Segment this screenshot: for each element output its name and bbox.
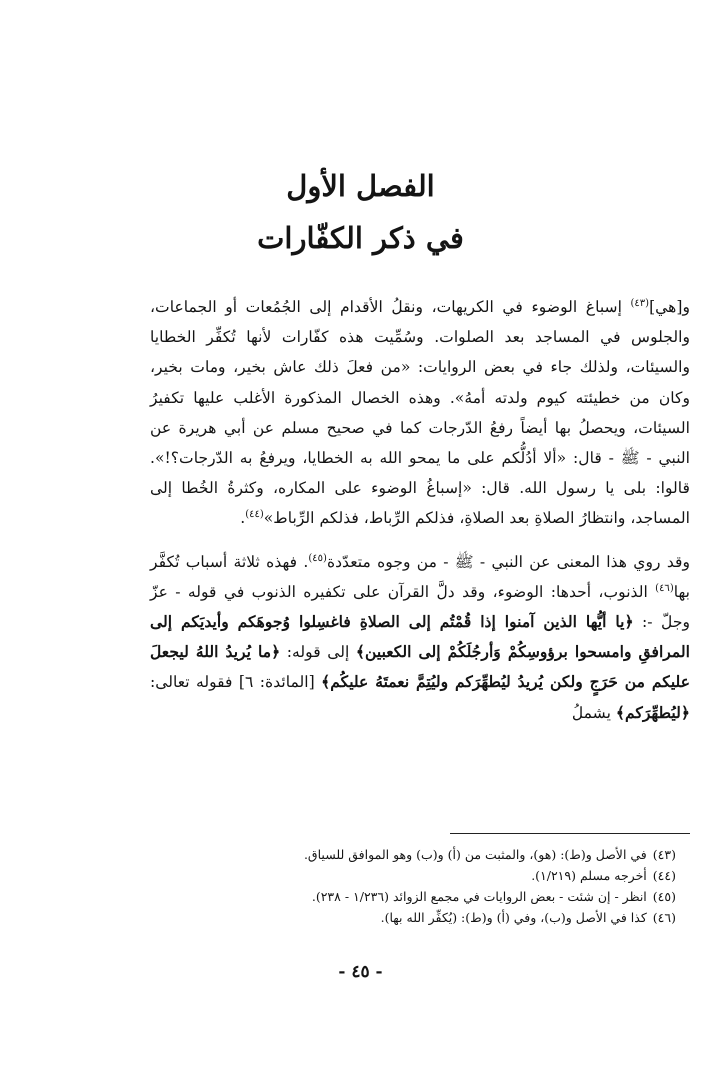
text-run: . [240, 509, 246, 528]
footnote-ref[interactable]: (٤٥) [308, 552, 327, 564]
footnote-number: (٤٦) [652, 910, 676, 925]
paragraph [150, 292, 690, 534]
chapter-heading [0, 160, 721, 264]
footnote-number: (٤٣) [652, 847, 676, 862]
footnotes-list [150, 844, 676, 928]
footnote-divider [450, 833, 690, 834]
chapter-subtitle: في ذكر الكفّارات [257, 221, 464, 255]
text-run: إلى قوله: [280, 643, 356, 662]
main-text [150, 292, 690, 728]
quran-verse: ﴿ما يُريدُ اللهُ ليجعلَ عليكم من حَرَجٍ ولكن يُريدُ ليُطهِّرَكم وليُتِمَّ نعمتَهُ عليكُم﴾ [150, 642, 691, 692]
text-run: وقد روي هذا المعنى عن النبي - ﷺ - من وجوه متعدّدة [326, 552, 690, 571]
footnote-text: كذا في الأصل و(ب)، وفي (أ) و(ط): (يُكفِّر الله بها). [380, 910, 647, 925]
text-run: يشملُ [571, 703, 616, 722]
text-run: . فهذه ثلاثة أسباب تُكفَّر بها [150, 552, 690, 601]
footnote [150, 865, 676, 886]
footnote-ref[interactable]: (٤٣) [630, 297, 650, 309]
footnote-text: انظر - إن شئت - بعض الروايات في مجمع الزوائد (١/٢٣٦ - ٢٣٨). [311, 889, 647, 904]
footnote [150, 886, 676, 907]
chapter-title: الفصل الأول [286, 169, 435, 203]
text-run: الذنوب، أحدها: الوضوء، وقد دلَّ القرآن على تكفيره الذنوب في قوله - عزّ وجلّ -: [150, 582, 690, 632]
quran-verse: ﴿ليُطهِّرَكم﴾ [615, 702, 690, 722]
text-run: و[هي] [649, 298, 690, 316]
text-run: [المائدة: ٦] فقوله تعالى: [150, 673, 322, 692]
text-run: إسباغ الوضوء في الكريهات، ونقلُ الأقدام إلى الجُمُعات أو الجماعات، والجلوس في المساجد بعد الصلوات. وسُمِّيت هذه كفّارات لأنها تُكفِّر الخطايا والسيئات، ولذلك جاء في بعض الروايات: «من فعلَ ذلك عاش بخير، ومات بخير، وكان من خطيئته كيوم ولدته أمهُ». وهذه الخصال المذكورة الأغلب عليها تكفيرُ السيئات، ويحصلُ بها أيضاً رفعُ الدّرجات كما في صحيح مسلم عن أبي هريرة عن النبي - ﷺ - قال: «ألا أدُلُّكم على ما يمحو الله به الخطايا، ويرفعُ به الدّرجات؟!». قالوا: بلى يا رسول الله. قال: «إسباغُ الوضوء على المكاره، وكثرةُ الخُطا إلى المساجد، وانتظارُ الصلاةِ بعد الصلاةِ، فذلكم الرِّباط، فذلكم الرِّباط» [150, 298, 690, 528]
footnote-number: (٤٤) [652, 868, 676, 883]
footnote-ref[interactable]: (٤٤) [245, 509, 264, 521]
footnote-text: في الأصل و(ط): (هو)، والمثبت من (أ) و(ب) وهو الموافق للسياق. [303, 847, 647, 862]
footnote [150, 907, 676, 928]
quran-verse: ﴿يا أيُّها الذين آمنوا إذا قُمْتُم إلى الصلاةِ فاغسِلوا وُجوهَكم وأيديَكم إلى المرافقِ وامسحوا برؤوسِكُمْ وَأرجُلَكُمْ إلى الكعبين﴾ [150, 612, 691, 662]
page-number: - ٤٥ - [338, 962, 383, 982]
footnote-number: (٤٥) [652, 889, 676, 904]
footnote-ref[interactable]: (٤٦) [655, 582, 674, 594]
footnote [150, 844, 676, 865]
footnote-text: أخرجه مسلم (١/٢١٩). [531, 868, 647, 883]
paragraph [150, 547, 690, 728]
